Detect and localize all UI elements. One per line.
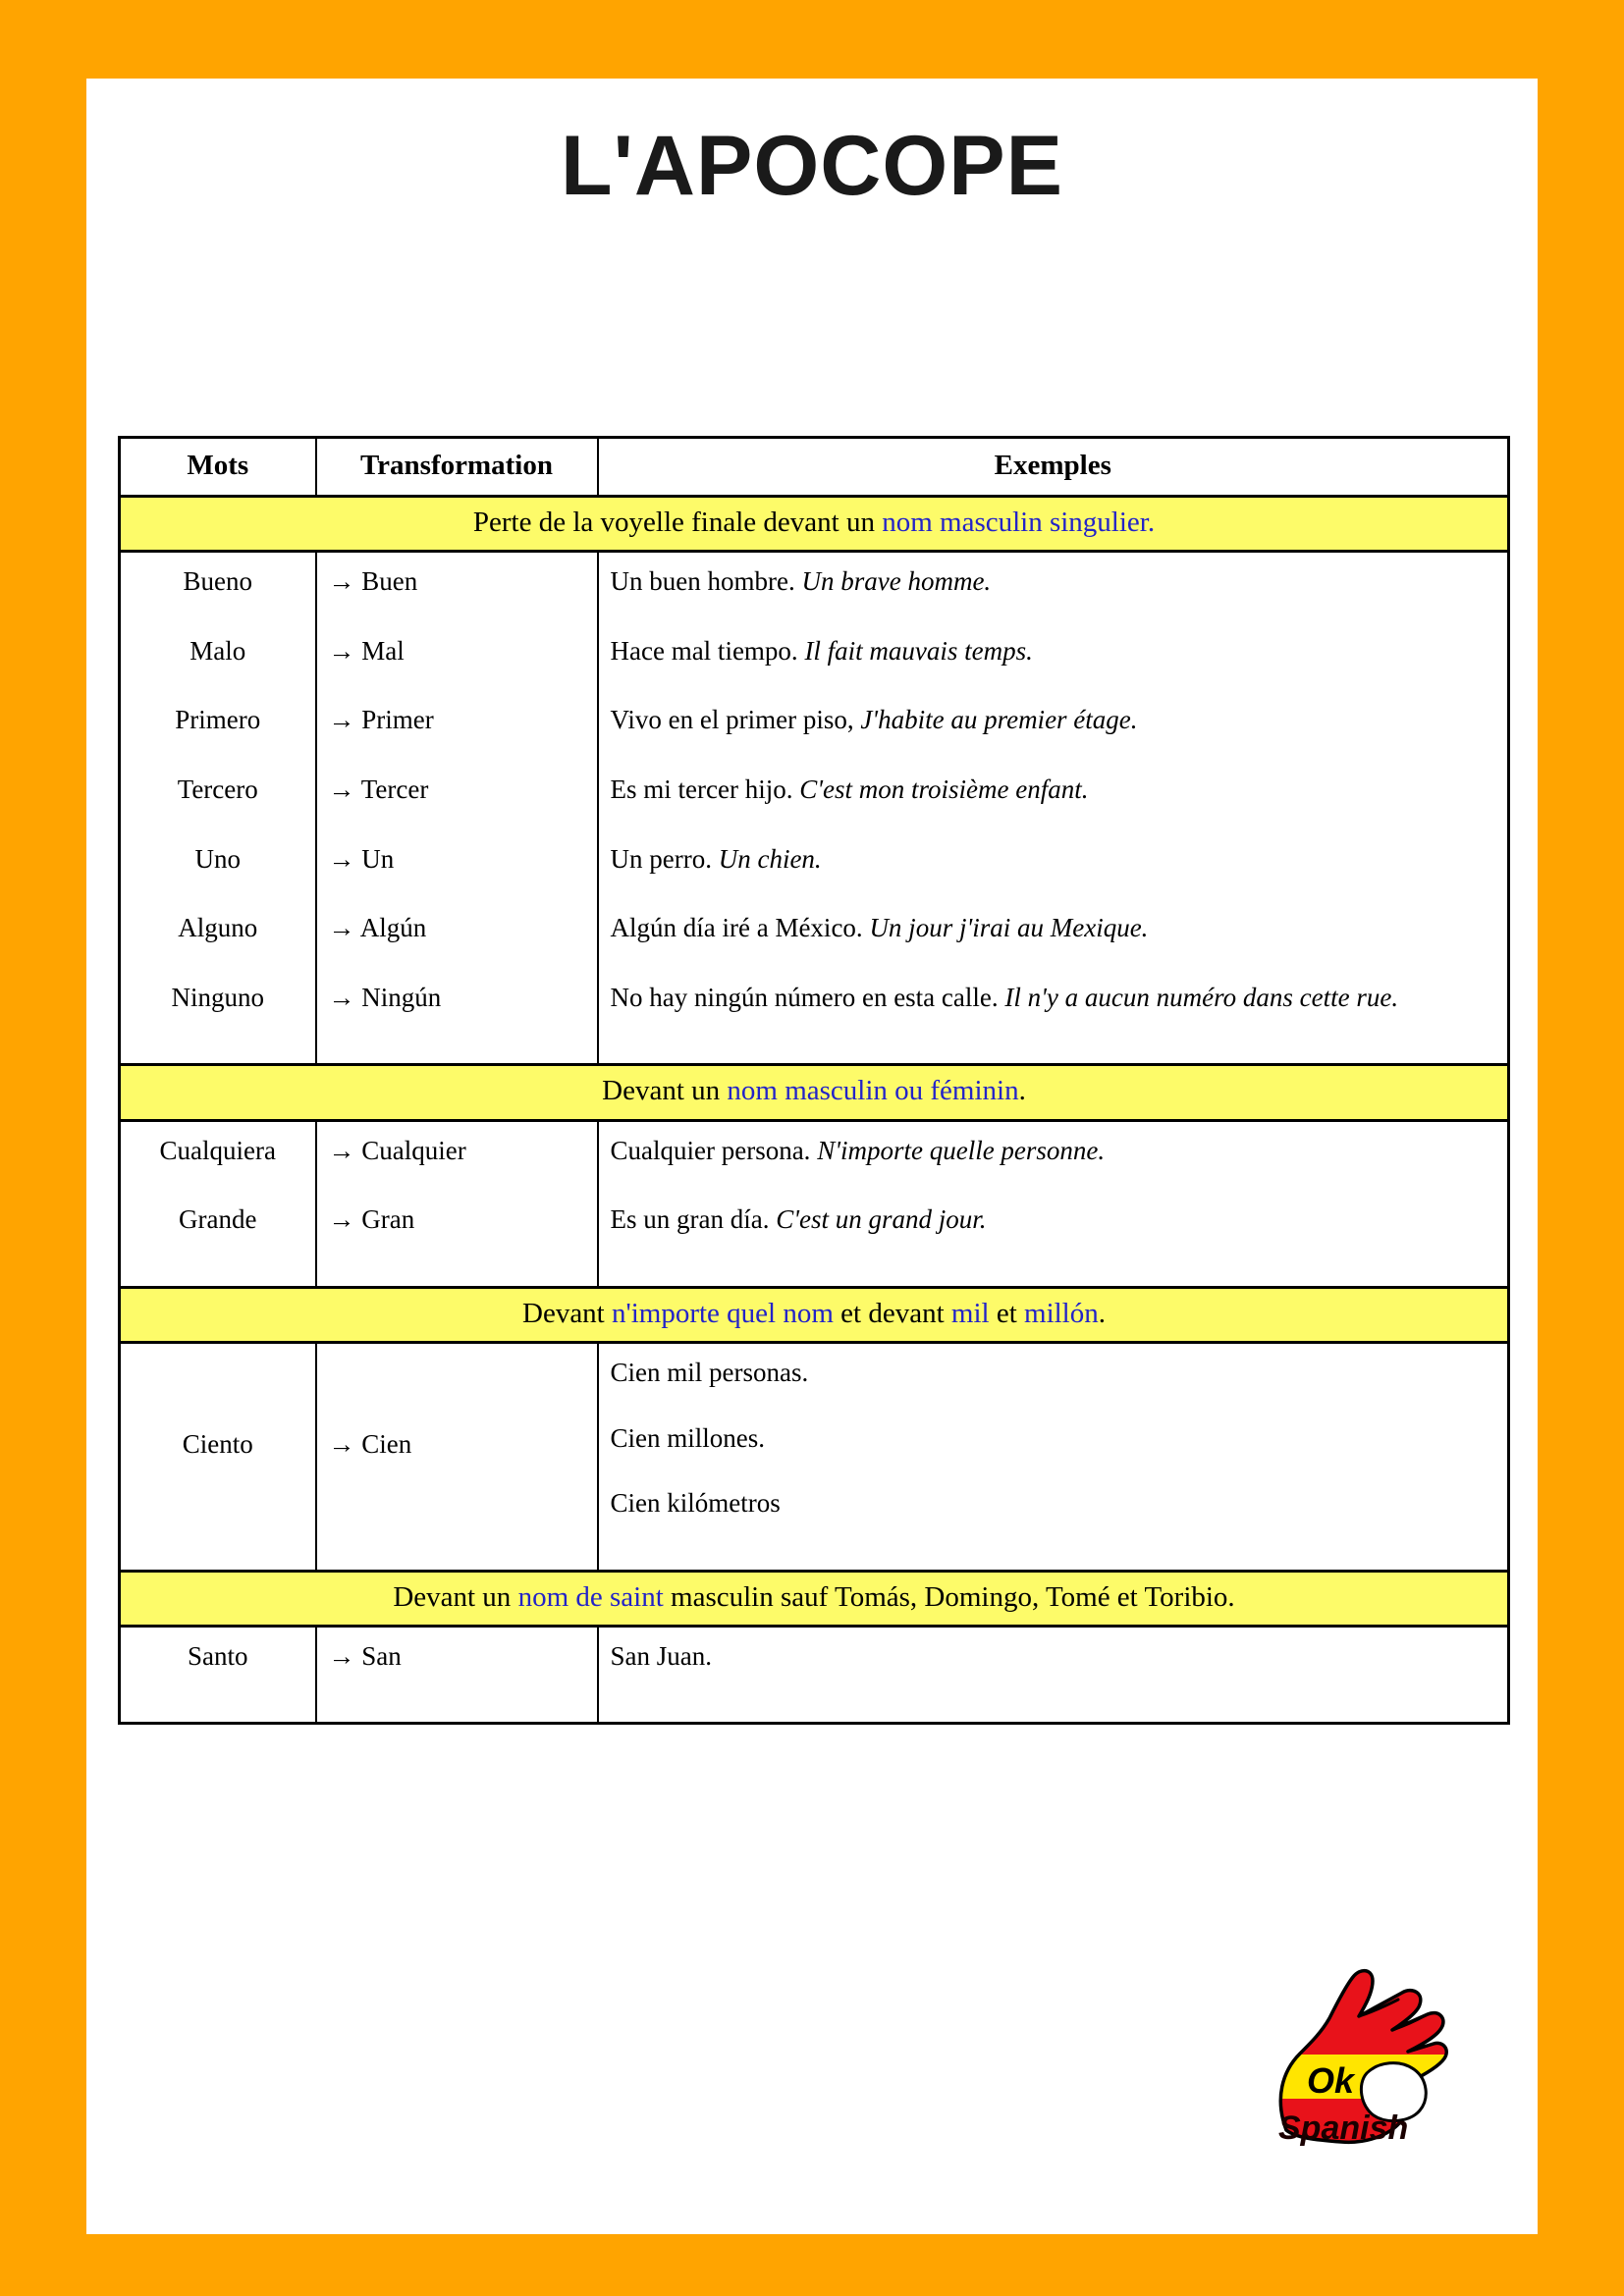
banner-highlight: nom masculin ou féminin <box>727 1075 1019 1107</box>
spacer-cell <box>598 1696 1509 1724</box>
banner-suffix: masculin sauf Tomás, Domingo, Tomé et Toribio. <box>663 1580 1235 1613</box>
section-banner-text <box>120 497 1509 552</box>
table-row <box>120 1342 1509 1543</box>
example-fr: J'habite au premier étage. <box>860 705 1138 735</box>
document-page <box>86 79 1538 2234</box>
cell-example <box>598 830 1509 900</box>
cell-example <box>598 899 1509 969</box>
cell-example <box>598 1191 1509 1260</box>
ok-spanish-logo <box>1255 1924 1481 2150</box>
cell-example <box>598 761 1509 830</box>
cell-transformation: → Un <box>316 830 598 900</box>
cell-example <box>598 622 1509 692</box>
banner-suffix: . <box>1098 1297 1106 1329</box>
cell-transformation: → Algún <box>316 899 598 969</box>
banner-prefix: Devant un <box>393 1580 518 1613</box>
table-row <box>120 552 1509 622</box>
table-row <box>120 969 1509 1039</box>
cell-mot: Santo <box>120 1626 316 1696</box>
spacer-cell <box>120 1696 316 1724</box>
table-header-row <box>120 438 1509 497</box>
banner-suffix: . <box>1018 1075 1026 1107</box>
cell-mot: Grande <box>120 1191 316 1260</box>
table-row <box>120 1626 1509 1696</box>
example-es: Cualquier persona. <box>610 1135 811 1165</box>
example-fr: C'est mon troisième enfant. <box>799 774 1089 804</box>
cell-transformation: → San <box>316 1626 598 1696</box>
section-banner-text <box>120 1065 1509 1120</box>
banner-prefix: Perte de la voyelle finale devant un <box>472 507 883 538</box>
banner-highlight: nom masculin singulier <box>882 507 1148 538</box>
banner-highlight: nom de saint <box>517 1580 664 1613</box>
spacer-cell <box>120 1038 316 1065</box>
example-es: San Juan. <box>610 1640 712 1671</box>
example-item: Cien kilómetros <box>610 1488 781 1519</box>
row-spacer <box>120 1696 1509 1724</box>
example-fr: Un brave homme. <box>801 566 992 597</box>
column-header-transformation: Transformation <box>316 438 598 497</box>
example-list <box>611 1356 1489 1521</box>
row-spacer <box>120 1260 1509 1288</box>
cell-transformation: → Gran <box>316 1191 598 1260</box>
banner-highlight-3: millón <box>1024 1297 1099 1329</box>
cell-mot: Tercero <box>120 761 316 830</box>
row-spacer <box>120 1544 1509 1572</box>
cell-mot: Cualquiera <box>120 1120 316 1191</box>
cell-example <box>598 969 1509 1039</box>
example-fr: Il fait mauvais temps. <box>804 635 1033 666</box>
spacer-cell <box>120 1260 316 1288</box>
section-banner-text <box>120 1571 1509 1626</box>
section-banner-2 <box>120 1065 1509 1120</box>
example-es: Hace mal tiempo. <box>610 635 798 666</box>
section-banner-1 <box>120 497 1509 552</box>
example-fr: Il n'y a aucun numéro dans cette rue. <box>1004 982 1399 1012</box>
banner-middle-2: et <box>989 1297 1025 1329</box>
column-header-mots: Mots <box>120 438 316 497</box>
banner-middle: et devant <box>833 1297 951 1329</box>
page-title: L'APOCOPE <box>560 119 1064 213</box>
example-es: Es mi tercer hijo. <box>610 774 793 804</box>
example-es: Vivo en el primer piso, <box>610 705 854 735</box>
table-row <box>120 761 1509 830</box>
cell-mot: Uno <box>120 830 316 900</box>
example-item: Cien millones. <box>610 1422 765 1453</box>
cell-mot: Bueno <box>120 552 316 622</box>
cell-transformation: → Cualquier <box>316 1120 598 1191</box>
banner-prefix: Devant <box>522 1297 612 1329</box>
table-row <box>120 899 1509 969</box>
example-es: Un perro. <box>610 843 712 874</box>
row-spacer <box>120 1038 1509 1065</box>
spacer-cell <box>316 1544 598 1572</box>
table-row <box>120 830 1509 900</box>
example-item: Cien mil personas. <box>610 1357 809 1387</box>
cell-example <box>598 552 1509 622</box>
example-es: Es un gran día. <box>610 1204 770 1235</box>
cell-mot: Ciento <box>120 1342 316 1543</box>
logo-text-spanish: Spanish <box>1278 2109 1409 2147</box>
table-row <box>120 1120 1509 1191</box>
spacer-cell <box>316 1696 598 1724</box>
spacer-cell <box>598 1038 1509 1065</box>
column-header-exemples: Exemples <box>598 438 1509 497</box>
spacer-cell <box>316 1038 598 1065</box>
cell-example <box>598 691 1509 761</box>
section-banner-3 <box>120 1287 1509 1342</box>
cell-example <box>598 1120 1509 1191</box>
table-row <box>120 691 1509 761</box>
spacer-cell <box>598 1260 1509 1288</box>
spacer-cell <box>598 1544 1509 1572</box>
logo-text-ok: Ok <box>1307 2060 1355 2101</box>
cell-example <box>598 1626 1509 1696</box>
cell-mot: Malo <box>120 622 316 692</box>
example-es: No hay ningún número en esta calle. <box>610 982 999 1012</box>
example-es: Algún día iré a México. <box>610 913 863 943</box>
banner-prefix: Devant un <box>602 1075 728 1107</box>
spacer-cell <box>316 1260 598 1288</box>
cell-transformation: → Mal <box>316 622 598 692</box>
banner-highlight-2: mil <box>950 1297 990 1329</box>
cell-transformation: → Buen <box>316 552 598 622</box>
example-fr: Un chien. <box>718 843 822 874</box>
example-es: Un buen hombre. <box>610 566 795 597</box>
spacer-cell <box>120 1544 316 1572</box>
cell-example <box>598 1342 1509 1543</box>
cell-transformation: → Primer <box>316 691 598 761</box>
section-banner-4 <box>120 1571 1509 1626</box>
cell-mot: Primero <box>120 691 316 761</box>
example-fr: C'est un grand jour. <box>776 1204 987 1235</box>
cell-mot: Ninguno <box>120 969 316 1039</box>
ok-hand-icon <box>1255 1924 1481 2150</box>
example-fr: N'importe quelle personne. <box>817 1135 1106 1165</box>
cell-mot: Alguno <box>120 899 316 969</box>
cell-transformation: → Tercer <box>316 761 598 830</box>
example-fr: Un jour j'irai au Mexique. <box>869 913 1149 943</box>
cell-transformation: → Cien <box>316 1342 598 1543</box>
apocope-table <box>118 436 1510 1725</box>
section-banner-text <box>120 1287 1509 1342</box>
table-row <box>120 1191 1509 1260</box>
banner-suffix: . <box>1147 507 1156 538</box>
banner-highlight: n'importe quel nom <box>612 1297 834 1329</box>
cell-transformation: → Ningún <box>316 969 598 1039</box>
table-row <box>120 622 1509 692</box>
